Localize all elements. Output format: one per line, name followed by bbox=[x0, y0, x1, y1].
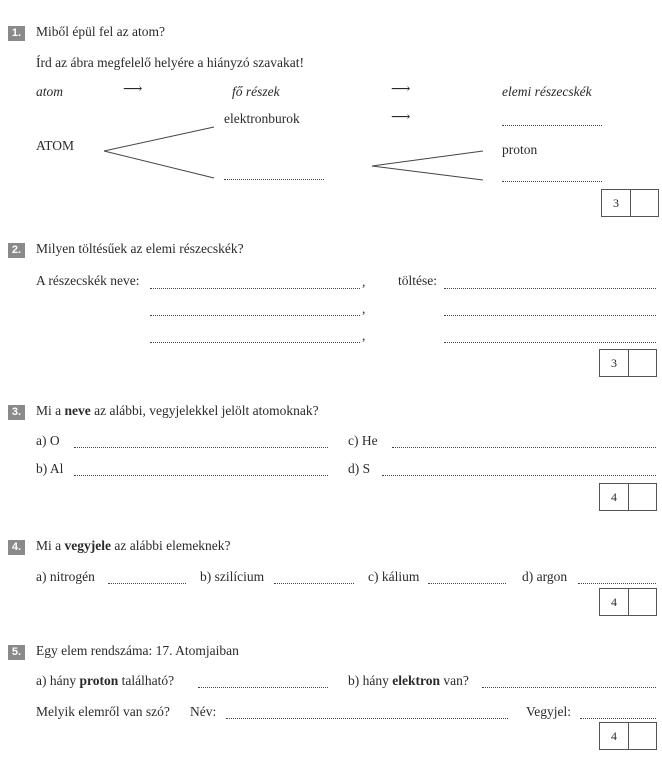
q1-arrow-3: ⟶ bbox=[391, 109, 411, 124]
q2-question: Milyen töltésűek az elemi részecskék? bbox=[36, 241, 244, 256]
question-number-3: 3. bbox=[8, 405, 25, 420]
q5-max-points: 4 bbox=[600, 723, 629, 749]
q2-charge-blank-1[interactable] bbox=[444, 288, 656, 289]
q5-which-element: Melyik elemről van szó? bbox=[36, 704, 170, 719]
q5-points-field[interactable] bbox=[629, 723, 656, 749]
question-number-2: 2. bbox=[8, 243, 25, 258]
q3-question: Mi a neve az alábbi, vegyjelekkel jelölt atomoknak? bbox=[36, 403, 319, 418]
q4-score-box bbox=[599, 588, 657, 616]
q3-score-box bbox=[599, 483, 657, 511]
q1-question: Miből épül fel az atom? bbox=[36, 24, 165, 39]
q5-symbol-label: Vegyjel: bbox=[526, 704, 571, 719]
q2-name-blank-1[interactable] bbox=[150, 288, 360, 289]
q4-item-b: b) szilícium bbox=[200, 569, 265, 584]
q3-points-field[interactable] bbox=[629, 484, 656, 510]
q1-atom-label: ATOM bbox=[36, 138, 75, 153]
q5-score-box bbox=[599, 722, 657, 750]
q4-blank-a[interactable] bbox=[108, 583, 186, 584]
q5-name-label: Név: bbox=[190, 704, 217, 719]
q2-points-field[interactable] bbox=[629, 350, 656, 376]
q5-item-b: b) hány elektron van? bbox=[348, 673, 469, 688]
q3-blank-d[interactable] bbox=[382, 475, 656, 476]
q5-question: Egy elem rendszáma: 17. Atomjaiban bbox=[36, 643, 239, 658]
q4-item-d: d) argon bbox=[522, 569, 568, 584]
q3-blank-a[interactable] bbox=[74, 447, 328, 448]
q2-comma-1: , bbox=[362, 274, 366, 289]
q2-score-box bbox=[599, 349, 657, 377]
q5-blank-proton[interactable] bbox=[198, 687, 328, 688]
q3-item-a: a) O bbox=[36, 433, 60, 448]
q4-blank-d[interactable] bbox=[578, 583, 656, 584]
q3-blank-c[interactable] bbox=[392, 447, 656, 448]
q2-charge-blank-2[interactable] bbox=[444, 315, 656, 316]
q1-max-points: 3 bbox=[602, 190, 631, 216]
q4-item-a: a) nitrogén bbox=[36, 569, 95, 584]
q4-blank-c[interactable] bbox=[428, 583, 506, 584]
q1-col-particles: elemi részecskék bbox=[502, 84, 592, 99]
q2-name-label: A részecskék neve: bbox=[36, 273, 140, 288]
q3-item-c: c) He bbox=[348, 433, 378, 448]
q1-col-parts: fő részek bbox=[232, 84, 280, 99]
q5-blank-electron[interactable] bbox=[482, 687, 656, 688]
q2-comma-2: , bbox=[362, 301, 366, 316]
q1-points-field[interactable] bbox=[631, 190, 658, 216]
question-number-4: 4. bbox=[8, 540, 25, 555]
q1-part-electron-shell: elektronburok bbox=[224, 111, 300, 126]
q2-comma-3: , bbox=[362, 328, 366, 343]
q4-max-points: 4 bbox=[600, 589, 629, 615]
q5-blank-name[interactable] bbox=[226, 718, 508, 719]
q2-max-points: 3 bbox=[600, 350, 629, 376]
q3-item-d: d) S bbox=[348, 461, 371, 476]
q5-blank-symbol[interactable] bbox=[580, 718, 656, 719]
q2-name-blank-3[interactable] bbox=[150, 342, 360, 343]
q4-item-c: c) kálium bbox=[368, 569, 420, 584]
q2-charge-blank-3[interactable] bbox=[444, 342, 656, 343]
q3-item-b: b) Al bbox=[36, 461, 64, 476]
question-number-5: 5. bbox=[8, 645, 25, 660]
q1-instruction: Írd az ábra megfelelő helyére a hiányzó szavakat! bbox=[36, 55, 304, 70]
q5-item-a: a) hány proton található? bbox=[36, 673, 175, 688]
q1-col-atom: atom bbox=[36, 84, 63, 99]
question-number-1: 1. bbox=[8, 26, 25, 41]
q2-charge-label: töltése: bbox=[398, 273, 437, 288]
q3-blank-b[interactable] bbox=[74, 475, 328, 476]
q3-max-points: 4 bbox=[600, 484, 629, 510]
q1-score-box bbox=[601, 189, 659, 217]
q4-blank-b[interactable] bbox=[274, 583, 354, 584]
q4-question: Mi a vegyjele az alábbi elemeknek? bbox=[36, 538, 231, 553]
q1-particle-proton: proton bbox=[502, 142, 538, 157]
q2-name-blank-2[interactable] bbox=[150, 315, 360, 316]
q1-arrow-2: ⟶ bbox=[391, 81, 411, 96]
q1-arrow-1: ⟶ bbox=[123, 81, 143, 96]
q4-points-field[interactable] bbox=[629, 589, 656, 615]
